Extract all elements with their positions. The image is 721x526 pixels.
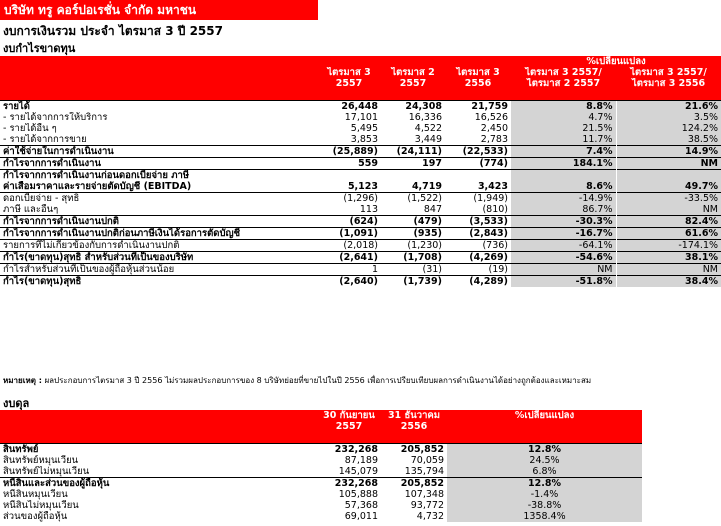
income-cell: 4,719: [411, 181, 442, 192]
income-cell: (22,533): [445, 146, 511, 158]
balance-row: [0, 455, 642, 466]
income-cell: (2,018): [317, 240, 381, 252]
income-cell: 38.5%: [616, 134, 721, 146]
income-header-blank: [381, 56, 445, 67]
footnote: [3, 374, 591, 387]
income-cell: 38.4%: [616, 276, 721, 288]
income-row: [0, 264, 721, 276]
balance-sheet-table: [0, 410, 642, 522]
income-cell: 5,123: [347, 181, 378, 192]
balance-row-label: หนี้สินและส่วนของผู้ถือหุ้น: [0, 478, 317, 490]
income-cell: 8.6%: [511, 181, 616, 193]
balance-cell: 1358.4%: [447, 511, 642, 522]
income-column-header: ไตรมาส 3: [445, 67, 511, 78]
income-cell: 8.8%: [511, 101, 616, 113]
income-row-label: ค่าเสื่อมราคาและรายจ่ายตัดบัญชี (EBITDA): [3, 181, 192, 192]
income-cell: (1,708): [381, 252, 445, 264]
income-cell: 184.1%: [511, 158, 616, 170]
income-column-header: ไตรมาส 2: [381, 67, 445, 78]
income-cell: [616, 170, 721, 182]
balance-row-label: ส่วนของผู้ถือหุ้น: [3, 511, 68, 522]
balance-header-row-2: [0, 421, 642, 432]
income-cell: 559: [317, 158, 381, 170]
balance-row: [0, 489, 642, 500]
income-column-header: ไตรมาส 2 2557: [511, 78, 616, 89]
income-header-blank: [445, 56, 511, 67]
income-cell: [381, 170, 445, 182]
income-cell: 7.4%: [511, 146, 616, 158]
balance-cell: 24.5%: [447, 455, 642, 466]
footnote-text: ผลประกอบการไตรมาส 3 ปี 2556 ไม่รวมผลประกอบการของ 8 บริษัทย่อยที่ขายไปในปี 2556 เพื่อการเปรียบเทียบผลการดำเนินงานได้อย่างถูกต้องและเหมาะสม: [41, 376, 592, 385]
income-cell: -51.8%: [511, 276, 616, 288]
balance-cell: 205,852: [381, 444, 447, 456]
balance-cell: 205,852: [381, 478, 447, 490]
income-header-blank: [317, 89, 381, 101]
income-cell: 3,423: [477, 181, 508, 192]
income-row: [0, 228, 721, 240]
income-cell: 2,450: [480, 123, 508, 134]
income-row-label: กำไรจากการดำเนินงาน: [0, 158, 317, 170]
balance-cell: 6.8%: [447, 466, 642, 478]
balance-header-blank: [0, 432, 317, 444]
income-cell: (810): [482, 204, 508, 215]
income-cell: 4.7%: [511, 112, 616, 123]
balance-header-row-1: [0, 410, 642, 421]
income-row-label: กำไรจากการดำเนินงานก่อนดอกเบี้ยจ่าย ภาษี: [0, 170, 317, 182]
income-row-label: รายได้: [0, 101, 317, 113]
balance-row-label: หนี้สินไม่หมุนเวียน: [3, 500, 79, 511]
income-cell: 16,526: [474, 112, 508, 123]
balance-cell: 87,189: [344, 455, 378, 466]
income-cell: 21.6%: [616, 101, 721, 113]
income-row-label: ภาษี และอื่นๆ: [3, 204, 59, 215]
balance-column-header: 2556: [381, 421, 447, 432]
income-header-row-1: [0, 56, 721, 67]
income-row: [0, 216, 721, 228]
income-row-label: - รายได้อื่น ๆ: [3, 123, 57, 134]
income-row-label: กำไรจากการดำเนินงานปกติก่อนภาษีเงินได้รอการตัดบัญชี: [0, 228, 317, 240]
income-cell: (624): [317, 216, 381, 228]
income-cell: (1,230): [381, 240, 445, 252]
balance-cell: 232,268: [317, 444, 381, 456]
income-cell: (935): [381, 228, 445, 240]
income-cell: (1,522): [381, 193, 445, 205]
income-cell: 3,853: [350, 134, 378, 145]
company-name: บริษัท ทรู คอร์ปอเรชั่น จำกัด มหาชน: [0, 0, 318, 20]
income-cell: (479): [381, 216, 445, 228]
balance-cell: 70,059: [410, 455, 444, 466]
income-cell: (31): [381, 264, 445, 276]
balance-column-header: 30 กันยายน: [317, 410, 381, 421]
income-column-header: ไตรมาส 3 2557/: [616, 67, 721, 78]
income-header-blank: [317, 56, 381, 67]
income-cell: NM: [616, 204, 721, 216]
income-cell: [511, 170, 616, 182]
income-row: [0, 252, 721, 264]
income-cell: (2,843): [445, 228, 511, 240]
income-cell: 16,336: [408, 112, 442, 123]
income-cell: 38.1%: [616, 252, 721, 264]
income-row-label: กำไรสำหรับส่วนที่เป็นของผู้ถือหุ้นส่วนน้อย: [0, 264, 317, 276]
income-header-row-2: [0, 67, 721, 78]
income-header-blank: [0, 67, 317, 78]
balance-cell: -1.4%: [447, 489, 642, 500]
income-column-header: ไตรมาส 3 2556: [616, 78, 721, 89]
income-row-label: - รายได้จากการขาย: [3, 134, 87, 145]
income-row: [0, 170, 721, 182]
balance-row: [0, 444, 642, 456]
income-row-label: ดอกเบี้ยจ่าย - สุทธิ: [0, 193, 317, 205]
balance-cell: 4,732: [416, 511, 444, 522]
income-cell: [317, 170, 381, 182]
income-column-header: ไตรมาส 3: [317, 67, 381, 78]
income-cell: 4,522: [414, 123, 442, 134]
balance-column-header: [447, 421, 642, 432]
income-cell: 5,495: [350, 123, 378, 134]
income-cell: (736): [445, 240, 511, 252]
balance-header-blank: [381, 432, 447, 444]
balance-cell: 107,348: [404, 489, 444, 500]
income-header-blank: [0, 89, 317, 101]
income-column-header: 2556: [445, 78, 511, 89]
income-cell: NM: [511, 264, 616, 276]
income-row: [0, 193, 721, 205]
income-cell: (4,289): [445, 276, 511, 288]
balance-header-spacer: [0, 432, 642, 444]
income-cell: (25,889): [317, 146, 381, 158]
balance-cell: -38.8%: [447, 500, 642, 511]
income-cell: 82.4%: [616, 216, 721, 228]
income-header-blank: [616, 89, 721, 101]
balance-cell: 12.8%: [447, 444, 642, 456]
income-row-label: กำไร(ขาดทุน)สุทธิ: [0, 276, 317, 288]
income-column-header: 2557: [317, 78, 381, 89]
income-cell: 17,101: [344, 112, 378, 123]
income-header-blank: [511, 89, 616, 101]
income-cell: 3,449: [414, 134, 442, 145]
balance-cell: 93,772: [410, 500, 444, 511]
income-row: [0, 158, 721, 170]
income-row-label: รายการที่ไม่เกี่ยวข้องกับการดำเนินงานปกติ: [0, 240, 317, 252]
income-cell: -54.6%: [511, 252, 616, 264]
income-cell: 61.6%: [616, 228, 721, 240]
income-cell: 1: [317, 264, 381, 276]
balance-cell: 57,368: [344, 500, 378, 511]
balance-header-blank: [0, 421, 317, 432]
income-cell: (2,640): [317, 276, 381, 288]
income-row: [0, 134, 721, 146]
income-cell: 847: [423, 204, 442, 215]
income-cell: (2,641): [317, 252, 381, 264]
balance-cell: 135,794: [404, 466, 444, 477]
income-row: [0, 101, 721, 113]
income-cell: 86.7%: [511, 204, 616, 216]
income-cell: NM: [616, 264, 721, 276]
income-cell: -64.1%: [511, 240, 616, 252]
balance-row: [0, 466, 642, 478]
balance-row-label: สินทรัพย์ไม่หมุนเวียน: [3, 466, 90, 477]
income-cell: (1,296): [317, 193, 381, 205]
income-cell: (19): [445, 264, 511, 276]
footnote-label: หมายเหตุ :: [3, 376, 42, 385]
balance-row-label: สินทรัพย์หมุนเวียน: [3, 455, 79, 466]
income-row-label: กำไรจากการดำเนินงานปกติ: [0, 216, 317, 228]
income-section-title: งบกำไรขาดทุน: [3, 42, 76, 55]
document-title: งบการเงินรวม ประจำ ไตรมาส 3 ปี 2557: [3, 24, 223, 38]
income-cell: -33.5%: [616, 193, 721, 205]
balance-header-blank: [447, 432, 642, 444]
balance-row: [0, 500, 642, 511]
income-cell: 14.9%: [616, 146, 721, 158]
income-cell: (1,091): [317, 228, 381, 240]
balance-section-title: งบดุล: [3, 397, 30, 410]
balance-column-header: 31 ธันวาคม: [381, 410, 447, 421]
balance-cell: 232,268: [317, 478, 381, 490]
income-cell: 49.7%: [616, 181, 721, 193]
income-cell: (4,269): [445, 252, 511, 264]
income-row-label: กำไร(ขาดทุน)สุทธิ สำหรับส่วนที่เป็นของบริษัท: [0, 252, 317, 264]
income-cell: 11.7%: [511, 134, 616, 146]
balance-row: [0, 478, 642, 490]
income-row-label: - รายได้จากการให้บริการ: [3, 112, 108, 123]
income-row: [0, 276, 721, 288]
income-row: [0, 181, 721, 193]
balance-header-blank: [0, 410, 317, 421]
income-cell: -14.9%: [511, 193, 616, 205]
income-cell: (3,533): [445, 216, 511, 228]
income-cell: 3.5%: [616, 112, 721, 123]
balance-header-blank: [317, 432, 381, 444]
income-row: [0, 112, 721, 123]
income-cell: [445, 170, 511, 182]
balance-cell: 12.8%: [447, 478, 642, 490]
balance-cell: 145,079: [338, 466, 378, 477]
balance-cell: 105,888: [338, 489, 378, 500]
income-row: [0, 204, 721, 216]
income-cell: (1,739): [381, 276, 445, 288]
balance-column-header: 2557: [317, 421, 381, 432]
income-cell: 26,448: [317, 101, 381, 113]
income-cell: 124.2%: [616, 123, 721, 134]
income-header-blank: [445, 89, 511, 101]
income-header-blank: [381, 89, 445, 101]
income-row: [0, 240, 721, 252]
income-cell: -30.3%: [511, 216, 616, 228]
income-cell: -16.7%: [511, 228, 616, 240]
income-header-blank: [0, 78, 317, 89]
income-row: [0, 123, 721, 134]
income-cell: -174.1%: [616, 240, 721, 252]
balance-cell: 69,011: [344, 511, 378, 522]
income-cell: (24,111): [381, 146, 445, 158]
income-cell: 2,783: [480, 134, 508, 145]
income-cell: NM: [616, 158, 721, 170]
income-column-header: 2557: [381, 78, 445, 89]
income-cell: 197: [381, 158, 445, 170]
income-header-blank: [0, 56, 317, 67]
income-cell: 113: [359, 204, 378, 215]
income-row-label: ค่าใช้จ่ายในการดำเนินงาน: [0, 146, 317, 158]
income-statement-table: [0, 56, 721, 287]
income-cell: (1,949): [445, 193, 511, 205]
balance-row: [0, 511, 642, 522]
income-row: [0, 146, 721, 158]
income-cell: 24,308: [381, 101, 445, 113]
income-pct-change-header: %เปลี่ยนแปลง: [511, 56, 721, 67]
income-column-header: ไตรมาส 3 2557/: [511, 67, 616, 78]
balance-row-label: สินทรัพย์: [0, 444, 317, 456]
income-header-row-3: [0, 78, 721, 89]
income-header-spacer: [0, 89, 721, 101]
balance-row-label: หนี้สินหมุนเวียน: [3, 489, 68, 500]
income-cell: (774): [445, 158, 511, 170]
income-cell: 21,759: [445, 101, 511, 113]
income-cell: 21.5%: [511, 123, 616, 134]
balance-column-header: %เปลี่ยนแปลง: [447, 410, 642, 421]
